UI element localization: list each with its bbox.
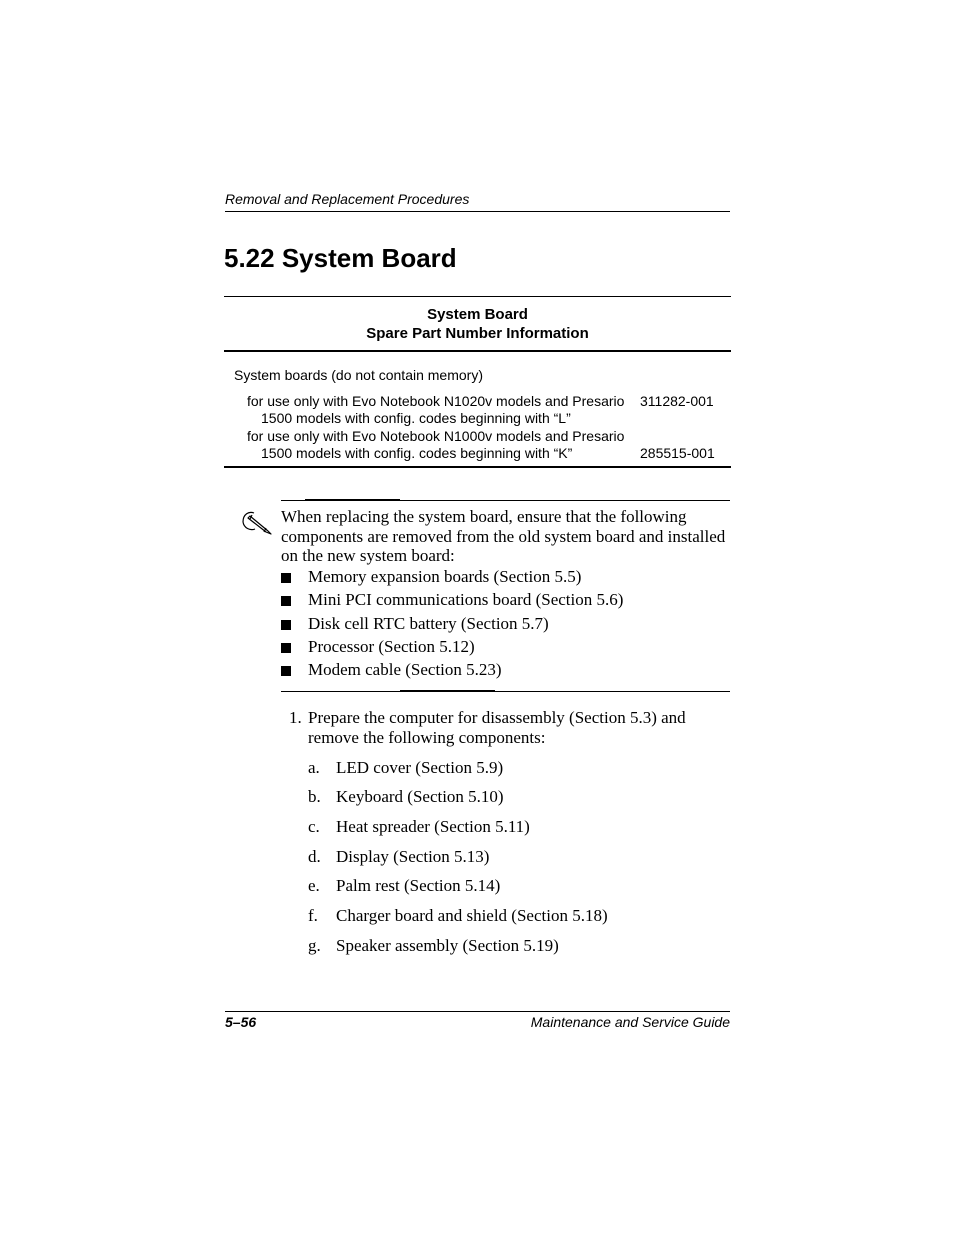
bullet-square-icon: [281, 620, 291, 630]
bullet-square-icon: [281, 573, 291, 583]
bullet-square-icon: [281, 666, 291, 676]
note-top-rule: [281, 500, 730, 501]
table-row-desc-line2: 1500 models with config. codes beginning with “L”: [261, 410, 571, 426]
table-row-desc-line2: 1500 models with config. codes beginning with “K”: [261, 445, 573, 461]
table-row-description: [247, 393, 624, 427]
page-number: 5–56: [225, 1014, 257, 1030]
running-header: Removal and Replacement Procedures: [225, 191, 470, 207]
step-text: Prepare the computer for disassembly (Section 5.3) and remove the following components:: [308, 708, 686, 747]
footer-rule: [225, 1011, 730, 1012]
table-caption-subtitle: Spare Part Number Information: [366, 325, 589, 342]
table-bottom-rule: [224, 466, 731, 468]
table-row-part-number: 285515-001: [640, 445, 715, 461]
header-rule: [225, 211, 730, 212]
table-row-desc-line1: for use only with Evo Notebook N1020v models and Presario: [247, 393, 625, 409]
table-top-rule: [224, 296, 731, 297]
bullet-square-icon: [281, 643, 291, 653]
table-row-part-number: 311282-001: [640, 393, 714, 409]
note-text: When replacing the system board, ensure that the following components are removed from the old system board and installed on the new system board:: [281, 507, 726, 565]
table-category: System boards (do not contain memory): [234, 367, 483, 383]
pencil-note-icon: [241, 508, 273, 536]
note-bottom-rule: [281, 691, 730, 692]
section-title: 5.22 System Board: [224, 243, 457, 273]
table-row-description: [247, 428, 624, 462]
table-row-desc-line1: for use only with Evo Notebook N1000v models and Presario: [247, 428, 625, 444]
step-number: 1.: [289, 708, 302, 727]
bullet-square-icon: [281, 596, 291, 606]
table-header-rule: [224, 350, 731, 352]
footer-doc-title: Maintenance and Service Guide: [530, 1014, 730, 1030]
table-caption: [224, 305, 731, 343]
table-caption-title: System Board: [427, 306, 528, 323]
